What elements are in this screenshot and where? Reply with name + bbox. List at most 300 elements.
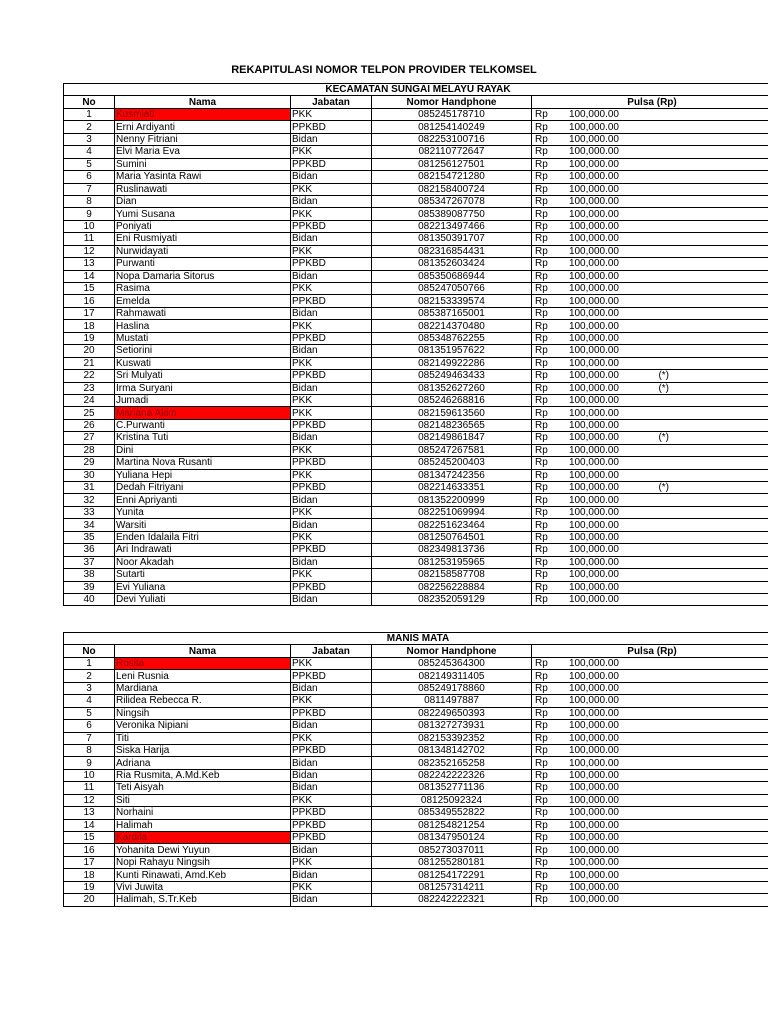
cell-hp: 082253100716: [372, 133, 532, 145]
currency-label: Rp: [535, 658, 548, 670]
cell-jabatan: PPKBD: [291, 744, 372, 756]
cell-no: 4: [64, 146, 115, 158]
cell-pulsa: [532, 556, 768, 568]
cell-nama: Dian: [115, 195, 291, 207]
cell-no: 9: [64, 208, 115, 220]
cell-no: 16: [64, 295, 115, 307]
cell-hp: 082352165258: [372, 757, 532, 769]
col-header-nama: Nama: [115, 96, 291, 108]
table-row: [64, 844, 768, 856]
currency-label: Rp: [535, 482, 548, 494]
cell-nama: Maria Yasinta Rawi: [115, 171, 291, 183]
currency-label: Rp: [535, 819, 548, 831]
currency-label: Rp: [535, 794, 548, 806]
section-heading: KECAMATAN SUNGAI MELAYU RAYAK: [64, 84, 768, 96]
cell-jabatan: Bidan: [291, 757, 372, 769]
table-row: [64, 506, 768, 518]
cell-jabatan: PPKBD: [291, 419, 372, 431]
cell-nama: Dini: [115, 444, 291, 456]
cell-pulsa: [532, 258, 768, 270]
amount-value: 100,000.00: [568, 720, 619, 732]
amount-value: 100,000.00: [568, 283, 619, 295]
cell-hp: 0811497887: [372, 695, 532, 707]
cell-nama: Sri Mulyati: [115, 370, 291, 382]
amount-value: 100,000.00: [568, 682, 619, 694]
cell-no: 2: [64, 121, 115, 133]
cell-hp: 081250764501: [372, 531, 532, 543]
cell-no: 23: [64, 382, 115, 394]
cell-nama: Adriana: [115, 757, 291, 769]
cell-hp: 082148236565: [372, 419, 532, 431]
table-row: [64, 819, 768, 831]
table-row: [64, 332, 768, 344]
cell-hp: 081347950124: [372, 832, 532, 844]
currency-label: Rp: [535, 745, 548, 757]
table-row: [64, 682, 768, 694]
cell-no: 8: [64, 744, 115, 756]
cell-hp: 081257314211: [372, 881, 532, 893]
col-header-nama: Nama: [115, 645, 291, 657]
cell-hp: 082251623464: [372, 519, 532, 531]
cell-hp: 085246268816: [372, 394, 532, 406]
document-title: REKAPITULASI NOMOR TELPON PROVIDER TELKOMSEL: [231, 64, 537, 76]
currency-label: Rp: [535, 519, 548, 531]
cell-no: 2: [64, 670, 115, 682]
amount-value: 100,000.00: [568, 794, 619, 806]
col-header-jabatan: Jabatan: [291, 96, 372, 108]
cell-nama: Purwanti: [115, 258, 291, 270]
cell-pulsa: [532, 881, 768, 893]
cell-hp: 082349813736: [372, 544, 532, 556]
cell-pulsa: [532, 171, 768, 183]
cell-jabatan: PKK: [291, 657, 372, 669]
cell-pulsa: [532, 807, 768, 819]
cell-jabatan: Bidan: [291, 894, 372, 906]
cell-hp: 082352059129: [372, 593, 532, 605]
cell-no: 13: [64, 807, 115, 819]
cell-nama: Sumini: [115, 158, 291, 170]
currency-label: Rp: [535, 869, 548, 881]
cell-jabatan: Bidan: [291, 769, 372, 781]
table-row: [64, 444, 768, 456]
amount-value: 100,000.00: [568, 457, 619, 469]
amount-value: 100,000.00: [568, 670, 619, 682]
note-mark: (*): [658, 432, 669, 444]
cell-pulsa: [532, 245, 768, 257]
cell-nama: Kardila: [115, 832, 291, 844]
cell-no: 4: [64, 695, 115, 707]
col-header-pulsa: Pulsa (Rp): [532, 96, 768, 108]
cell-jabatan: PPKBD: [291, 258, 372, 270]
amount-value: 100,000.00: [568, 295, 619, 307]
cell-pulsa: [532, 832, 768, 844]
cell-hp: 081350391707: [372, 233, 532, 245]
cell-pulsa: [532, 757, 768, 769]
cell-hp: 081348142702: [372, 744, 532, 756]
cell-nama: Nenny Fitriani: [115, 133, 291, 145]
amount-value: 100,000.00: [568, 556, 619, 568]
cell-hp: 082110772647: [372, 146, 532, 158]
cell-jabatan: PPKBD: [291, 670, 372, 682]
amount-value: 100,000.00: [568, 894, 619, 906]
amount-value: 100,000.00: [568, 183, 619, 195]
cell-no: 9: [64, 757, 115, 769]
cell-nama: Vivi Juwita: [115, 881, 291, 893]
amount-value: 100,000.00: [568, 270, 619, 282]
amount-value: 100,000.00: [568, 407, 619, 419]
cell-no: 1: [64, 108, 115, 120]
cell-no: 38: [64, 569, 115, 581]
cell-no: 15: [64, 283, 115, 295]
cell-no: 28: [64, 444, 115, 456]
cell-nama: Yumi Susana: [115, 208, 291, 220]
note-mark: (*): [658, 382, 669, 394]
currency-label: Rp: [535, 382, 548, 394]
cell-nama: Emelda: [115, 295, 291, 307]
cell-no: 19: [64, 332, 115, 344]
cell-pulsa: [532, 146, 768, 158]
cell-hp: 081253195965: [372, 556, 532, 568]
cell-jabatan: PPKBD: [291, 121, 372, 133]
cell-jabatan: Bidan: [291, 782, 372, 794]
cell-nama: Dedah Fitriyani: [115, 482, 291, 494]
cell-hp: 082214633351: [372, 482, 532, 494]
cell-hp: 082153339574: [372, 295, 532, 307]
currency-label: Rp: [535, 594, 548, 606]
cell-no: 3: [64, 133, 115, 145]
cell-nama: Kusmiati: [115, 108, 291, 120]
cell-hp: 082153392352: [372, 732, 532, 744]
cell-pulsa: [532, 744, 768, 756]
cell-nama: Kuswati: [115, 357, 291, 369]
amount-value: 100,000.00: [568, 332, 619, 344]
cell-pulsa: [532, 469, 768, 481]
cell-no: 14: [64, 270, 115, 282]
currency-label: Rp: [535, 196, 548, 208]
cell-jabatan: PKK: [291, 732, 372, 744]
cell-pulsa: [532, 382, 768, 394]
cell-pulsa: [532, 695, 768, 707]
cell-jabatan: PKK: [291, 146, 372, 158]
cell-hp: 081254821254: [372, 819, 532, 831]
cell-nama: Enden Idalaila Fitri: [115, 531, 291, 543]
cell-pulsa: [532, 519, 768, 531]
cell-pulsa: [532, 295, 768, 307]
cell-hp: 081352627260: [372, 382, 532, 394]
table-row: [64, 195, 768, 207]
cell-jabatan: Bidan: [291, 519, 372, 531]
header-row: [64, 645, 768, 657]
table-row: [64, 307, 768, 319]
cell-pulsa: [532, 457, 768, 469]
amount-value: 100,000.00: [568, 133, 619, 145]
table-row: [64, 794, 768, 806]
cell-hp: 085249463433: [372, 370, 532, 382]
cell-hp: 082251069994: [372, 506, 532, 518]
cell-nama: Leni Rusnia: [115, 670, 291, 682]
cell-no: 29: [64, 457, 115, 469]
table-row: [64, 744, 768, 756]
amount-value: 100,000.00: [568, 519, 619, 531]
cell-hp: 082242222326: [372, 769, 532, 781]
cell-jabatan: PKK: [291, 444, 372, 456]
cell-nama: Halimah, S.Tr.Keb: [115, 894, 291, 906]
currency-label: Rp: [535, 894, 548, 906]
cell-jabatan: PKK: [291, 531, 372, 543]
cell-pulsa: [532, 283, 768, 295]
table-row: [64, 832, 768, 844]
cell-no: 6: [64, 171, 115, 183]
cell-nama: Haslina: [115, 320, 291, 332]
amount-value: 100,000.00: [568, 345, 619, 357]
currency-label: Rp: [535, 183, 548, 195]
cell-nama: Nurwidayati: [115, 245, 291, 257]
cell-jabatan: Bidan: [291, 270, 372, 282]
cell-no: 11: [64, 233, 115, 245]
table-row: [64, 407, 768, 419]
cell-no: 5: [64, 707, 115, 719]
currency-label: Rp: [535, 457, 548, 469]
cell-nama: Mustati: [115, 332, 291, 344]
cell-pulsa: [532, 419, 768, 431]
cell-jabatan: Bidan: [291, 345, 372, 357]
cell-jabatan: PKK: [291, 794, 372, 806]
currency-label: Rp: [535, 171, 548, 183]
amount-value: 100,000.00: [568, 158, 619, 170]
amount-value: 100,000.00: [568, 770, 619, 782]
amount-value: 100,000.00: [568, 594, 619, 606]
amount-value: 100,000.00: [568, 544, 619, 556]
cell-hp: 082213497466: [372, 220, 532, 232]
cell-jabatan: Bidan: [291, 233, 372, 245]
cell-nama: Rahmawati: [115, 307, 291, 319]
cell-jabatan: PKK: [291, 108, 372, 120]
cell-no: 35: [64, 531, 115, 543]
cell-hp: 082214370480: [372, 320, 532, 332]
cell-nama: Elvi Maria Eva: [115, 146, 291, 158]
cell-hp: 085389087750: [372, 208, 532, 220]
cell-jabatan: PKK: [291, 695, 372, 707]
cell-nama: Nopi Rahayu Ningsih: [115, 856, 291, 868]
amount-value: 100,000.00: [568, 857, 619, 869]
cell-no: 37: [64, 556, 115, 568]
table-row: [64, 295, 768, 307]
cell-nama: Veronika Nipiani: [115, 720, 291, 732]
currency-label: Rp: [535, 770, 548, 782]
cell-jabatan: Bidan: [291, 171, 372, 183]
cell-jabatan: Bidan: [291, 432, 372, 444]
table-row: [64, 233, 768, 245]
cell-no: 20: [64, 894, 115, 906]
currency-label: Rp: [535, 531, 548, 543]
cell-no: 31: [64, 482, 115, 494]
cell-jabatan: PKK: [291, 245, 372, 257]
currency-label: Rp: [535, 133, 548, 145]
cell-nama: Teti Aisyah: [115, 782, 291, 794]
amount-value: 100,000.00: [568, 745, 619, 757]
currency-label: Rp: [535, 507, 548, 519]
cell-nama: Rasima: [115, 283, 291, 295]
currency-label: Rp: [535, 556, 548, 568]
cell-nama: Siska Harija: [115, 744, 291, 756]
table-row: [64, 494, 768, 506]
cell-nama: Setiorini: [115, 345, 291, 357]
table-row: [64, 382, 768, 394]
currency-label: Rp: [535, 320, 548, 332]
cell-hp: 085247050766: [372, 283, 532, 295]
amount-value: 100,000.00: [568, 707, 619, 719]
currency-label: Rp: [535, 270, 548, 282]
cell-hp: 081255280181: [372, 856, 532, 868]
table-row: [64, 881, 768, 893]
cell-no: 33: [64, 506, 115, 518]
cell-pulsa: [532, 782, 768, 794]
amount-value: 100,000.00: [568, 531, 619, 543]
cell-jabatan: PKK: [291, 183, 372, 195]
table-row: [64, 419, 768, 431]
amount-value: 100,000.00: [568, 395, 619, 407]
cell-pulsa: [532, 133, 768, 145]
cell-nama: Titi: [115, 732, 291, 744]
currency-label: Rp: [535, 295, 548, 307]
currency-label: Rp: [535, 732, 548, 744]
table-row: [64, 894, 768, 906]
cell-jabatan: PKK: [291, 283, 372, 295]
table-row: [64, 320, 768, 332]
cell-pulsa: [532, 506, 768, 518]
cell-pulsa: [532, 108, 768, 120]
cell-nama: C.Purwanti: [115, 419, 291, 431]
table-row: [64, 432, 768, 444]
currency-label: Rp: [535, 707, 548, 719]
table-row: [64, 245, 768, 257]
currency-label: Rp: [535, 444, 548, 456]
currency-label: Rp: [535, 469, 548, 481]
table-row: [64, 807, 768, 819]
cell-pulsa: [532, 270, 768, 282]
cell-no: 34: [64, 519, 115, 531]
cell-pulsa: [532, 720, 768, 732]
cell-hp: 082316854431: [372, 245, 532, 257]
table-row: [64, 357, 768, 369]
currency-label: Rp: [535, 670, 548, 682]
table-row: [64, 370, 768, 382]
cell-jabatan: PKK: [291, 569, 372, 581]
cell-jabatan: PKK: [291, 320, 372, 332]
cell-nama: Ningsih: [115, 707, 291, 719]
cell-no: 5: [64, 158, 115, 170]
table-row: [64, 394, 768, 406]
cell-jabatan: PKK: [291, 856, 372, 868]
table-row: [64, 345, 768, 357]
cell-hp: 081256127501: [372, 158, 532, 170]
cell-jabatan: PPKBD: [291, 332, 372, 344]
cell-no: 13: [64, 258, 115, 270]
amount-value: 100,000.00: [568, 221, 619, 233]
amount-value: 100,000.00: [568, 171, 619, 183]
table-row: [64, 469, 768, 481]
cell-hp: 085245178710: [372, 108, 532, 120]
col-header-hp: Nomor Handphone: [372, 645, 532, 657]
amount-value: 100,000.00: [568, 308, 619, 320]
cell-pulsa: [532, 345, 768, 357]
cell-pulsa: [532, 544, 768, 556]
cell-nama: Mardiana: [115, 682, 291, 694]
cell-pulsa: [532, 220, 768, 232]
currency-label: Rp: [535, 109, 548, 121]
table-row: [64, 670, 768, 682]
table-row: [64, 593, 768, 605]
table-row: [64, 782, 768, 794]
cell-no: 19: [64, 881, 115, 893]
currency-label: Rp: [535, 258, 548, 270]
cell-hp: 085350686944: [372, 270, 532, 282]
currency-label: Rp: [535, 146, 548, 158]
cell-nama: Halimah: [115, 819, 291, 831]
cell-pulsa: [532, 370, 768, 382]
amount-value: 100,000.00: [568, 208, 619, 220]
table-row: [64, 869, 768, 881]
table-row: [64, 146, 768, 158]
cell-hp: 081254140249: [372, 121, 532, 133]
table-sungai-melayu-rayak: [63, 83, 768, 606]
amount-value: 100,000.00: [568, 757, 619, 769]
amount-value: 100,000.00: [568, 732, 619, 744]
amount-value: 100,000.00: [568, 121, 619, 133]
cell-pulsa: [532, 732, 768, 744]
cell-no: 22: [64, 370, 115, 382]
amount-value: 100,000.00: [568, 420, 619, 432]
cell-jabatan: PPKBD: [291, 457, 372, 469]
table-row: [64, 171, 768, 183]
currency-label: Rp: [535, 245, 548, 257]
cell-nama: Ria Rusmita, A.Md.Keb: [115, 769, 291, 781]
cell-no: 3: [64, 682, 115, 694]
table-row: [64, 258, 768, 270]
cell-jabatan: PKK: [291, 208, 372, 220]
currency-label: Rp: [535, 682, 548, 694]
currency-label: Rp: [535, 208, 548, 220]
cell-jabatan: Bidan: [291, 682, 372, 694]
cell-hp: 081352200999: [372, 494, 532, 506]
cell-hp: 081254172291: [372, 869, 532, 881]
cell-pulsa: [532, 682, 768, 694]
cell-hp: 085387165001: [372, 307, 532, 319]
cell-no: 18: [64, 869, 115, 881]
currency-label: Rp: [535, 420, 548, 432]
cell-hp: 081347242356: [372, 469, 532, 481]
col-header-no: No: [64, 96, 115, 108]
cell-pulsa: [532, 233, 768, 245]
cell-hp: 082158400724: [372, 183, 532, 195]
currency-label: Rp: [535, 283, 548, 295]
cell-nama: Yunita: [115, 506, 291, 518]
cell-no: 11: [64, 782, 115, 794]
table-row: [64, 769, 768, 781]
table-row: [64, 108, 768, 120]
currency-label: Rp: [535, 121, 548, 133]
cell-nama: Yohanita Dewi Yuyun: [115, 844, 291, 856]
cell-nama: Norhaini: [115, 807, 291, 819]
cell-hp: 081352771136: [372, 782, 532, 794]
cell-jabatan: PPKBD: [291, 819, 372, 831]
cell-pulsa: [532, 407, 768, 419]
table-row: [64, 270, 768, 282]
cell-pulsa: [532, 794, 768, 806]
cell-pulsa: [532, 844, 768, 856]
cell-nama: Poniyati: [115, 220, 291, 232]
table-row: [64, 121, 768, 133]
